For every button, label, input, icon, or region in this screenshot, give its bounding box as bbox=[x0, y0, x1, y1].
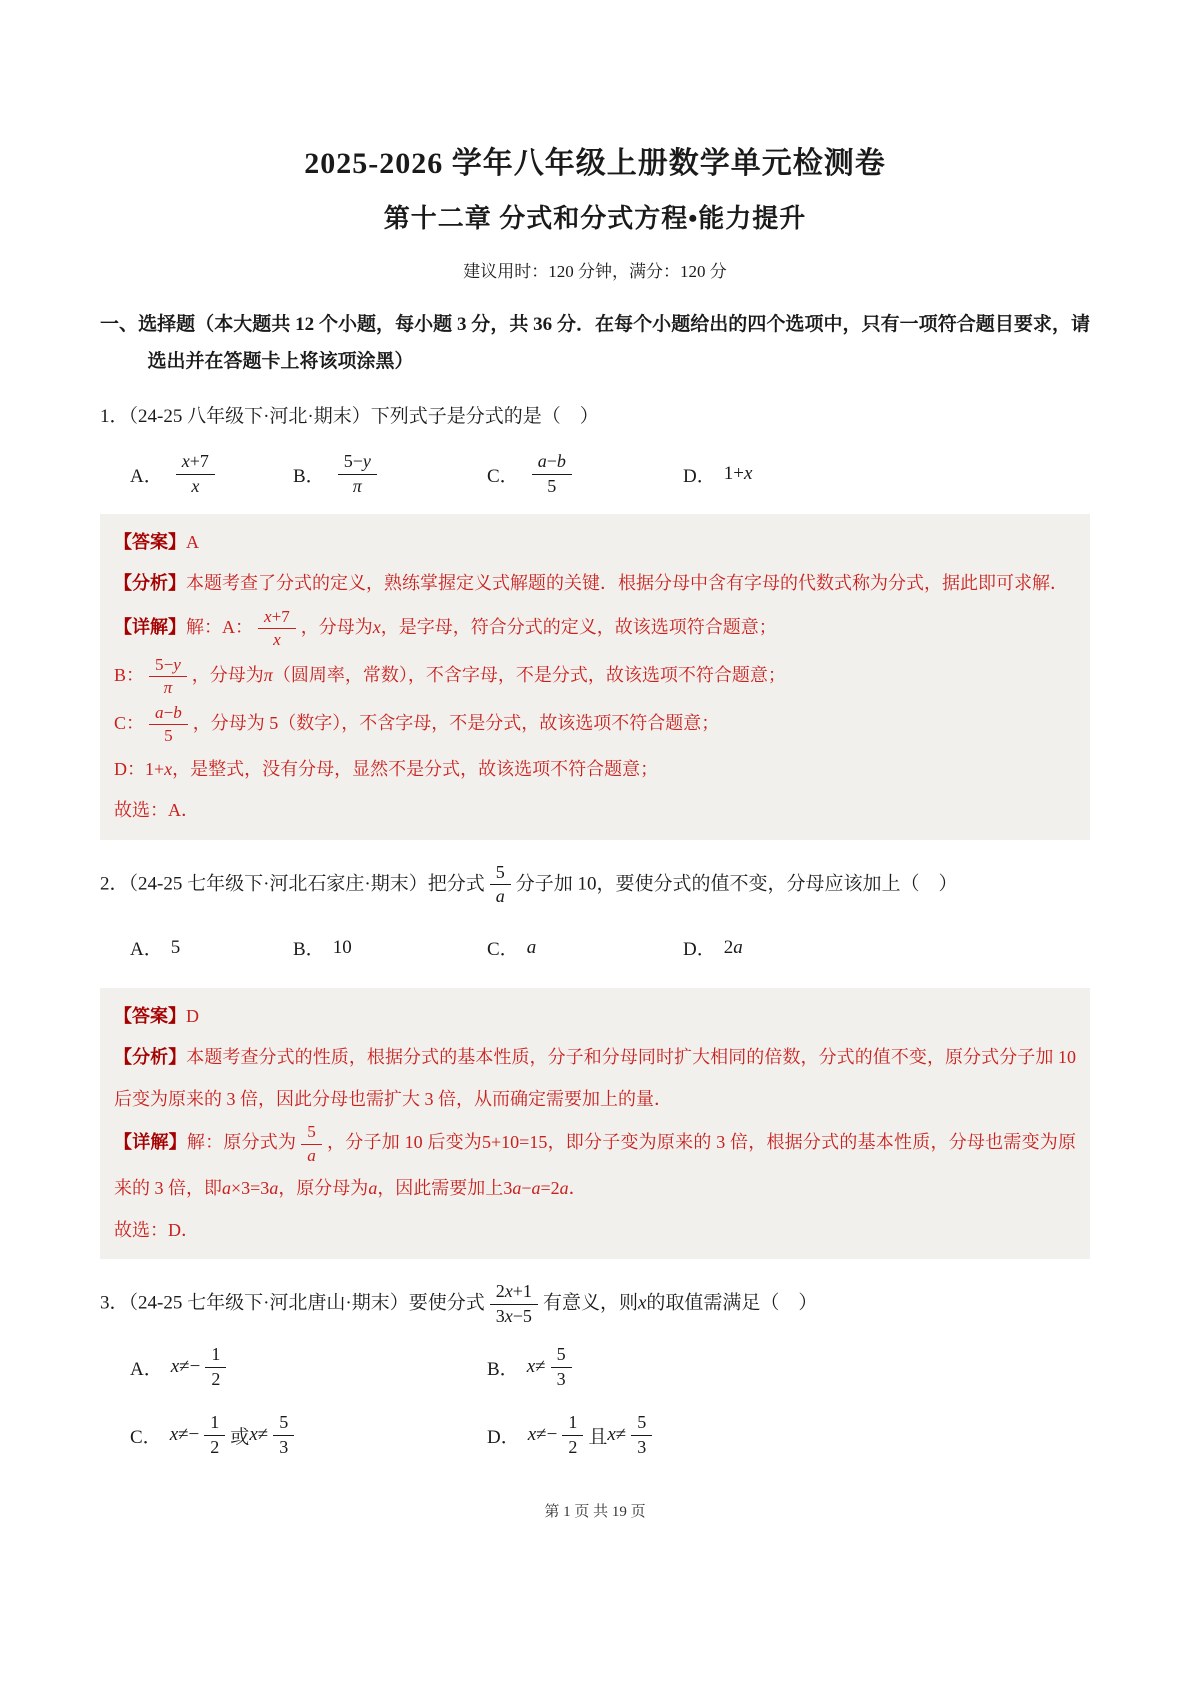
text-run: ． bbox=[568, 1178, 587, 1199]
question-1-option-a bbox=[130, 448, 293, 500]
fraction-denominator: x bbox=[191, 475, 200, 496]
detail-line bbox=[114, 653, 1076, 701]
option-label: C． bbox=[487, 465, 519, 487]
option-value bbox=[527, 1342, 577, 1392]
question-3-option-c bbox=[130, 1409, 487, 1461]
answer-label: 【详解】 bbox=[114, 1132, 187, 1153]
question-3-option-d bbox=[487, 1409, 1090, 1461]
fraction bbox=[149, 703, 188, 747]
doc-subtitle: 第十二章 分式和分式方程•能力提升 bbox=[383, 204, 807, 233]
fraction-numerator: 2x+1 bbox=[490, 1281, 538, 1305]
math-expression: 5 bbox=[170, 936, 181, 958]
fraction-numerator: 5−y bbox=[149, 655, 187, 678]
answer-line bbox=[114, 522, 1076, 563]
text-run: C： bbox=[114, 713, 145, 733]
text-run: 且 bbox=[588, 1426, 608, 1448]
text-run: 有意义，则 bbox=[542, 1292, 638, 1314]
question-1-stem bbox=[100, 398, 1090, 436]
fraction-denominator: 2 bbox=[211, 1368, 221, 1389]
question-1 bbox=[100, 398, 1090, 840]
question-2-options bbox=[130, 922, 1090, 974]
fraction-numerator: a−b bbox=[532, 451, 572, 475]
question-3-stem bbox=[100, 1279, 1090, 1329]
fraction-denominator: 3 bbox=[279, 1436, 289, 1457]
section-one-heading: 一、选择题（本大题共 12 个小题，每小题 3 分，共 36 分．在每个小题给出的四个选项中，只有一项符合题目要求，请选出并在答题卡上将该项涂黑） bbox=[100, 314, 1090, 373]
option-value bbox=[171, 937, 181, 959]
text-run: 解：A： bbox=[186, 617, 253, 637]
fraction bbox=[176, 451, 215, 497]
answer-label: 【答案】 bbox=[114, 532, 186, 553]
math-expression: a×3=3a bbox=[222, 1178, 279, 1199]
option-value bbox=[171, 1342, 232, 1392]
detail-line bbox=[114, 1120, 1076, 1209]
question-3 bbox=[100, 1279, 1090, 1461]
conclusion-line bbox=[114, 1210, 1076, 1251]
answer-line bbox=[114, 996, 1076, 1037]
fraction bbox=[490, 862, 511, 908]
fraction-denominator: 3 bbox=[637, 1436, 647, 1457]
fraction bbox=[490, 1281, 538, 1327]
fraction-denominator: x bbox=[273, 630, 281, 650]
fraction-numerator: 5 bbox=[631, 1412, 652, 1436]
fraction-denominator: 2 bbox=[568, 1436, 578, 1457]
question-1-option-d bbox=[683, 448, 1090, 500]
question-1-options bbox=[130, 448, 1090, 500]
math-expression: 10 bbox=[332, 936, 352, 958]
fraction-numerator: 1 bbox=[205, 1344, 226, 1368]
option-label: C． bbox=[130, 1426, 162, 1448]
conclusion-line bbox=[114, 790, 1076, 831]
option-value bbox=[724, 463, 753, 485]
question-2-stem bbox=[100, 860, 1090, 910]
detail-line bbox=[114, 749, 1076, 790]
analysis-line bbox=[114, 563, 1076, 604]
math-expression: x bbox=[372, 617, 381, 637]
detail-line bbox=[114, 701, 1076, 749]
fraction bbox=[631, 1412, 652, 1458]
fraction bbox=[551, 1344, 572, 1390]
math-expression: 5+10=15 bbox=[482, 1132, 548, 1153]
question-3-option-b bbox=[487, 1341, 1090, 1393]
option-label: D． bbox=[683, 939, 716, 961]
text-run: ，分母为 bbox=[300, 617, 373, 637]
text-run: ，原分母为 bbox=[278, 1178, 369, 1199]
question-2 bbox=[100, 860, 1090, 1259]
math-expression: x≠ bbox=[607, 1424, 627, 1446]
text-run: ，分子加 10 后变为 bbox=[326, 1132, 483, 1153]
text-run: A bbox=[186, 532, 199, 553]
fraction bbox=[149, 655, 187, 699]
answer-label: 【答案】 bbox=[114, 1005, 186, 1026]
option-value bbox=[333, 449, 382, 499]
fraction-numerator: x+7 bbox=[176, 451, 215, 475]
doc-title: 2025-2026 学年八年级上册数学单元检测卷 bbox=[304, 147, 886, 180]
text-run: 故选：D． bbox=[114, 1219, 199, 1240]
option-label: B． bbox=[293, 939, 325, 961]
math-expression: 1+x bbox=[145, 758, 173, 779]
option-label: C． bbox=[487, 939, 519, 961]
fraction bbox=[258, 607, 296, 651]
question-2-option-d bbox=[683, 922, 1090, 974]
text-run: 本题考查分式的性质，根据分式的基本性质，分子和分母同时扩大相同的倍数，分式的值不变，原分式分子加 10 后变为原来的 3 倍，因此分母也需扩大 3 倍，从而确定需要加上的量． bbox=[114, 1047, 1081, 1109]
option-value bbox=[527, 449, 577, 499]
fraction-denominator: π bbox=[352, 475, 362, 496]
option-label: A． bbox=[130, 465, 163, 487]
fraction bbox=[205, 1344, 226, 1390]
math-expression: x≠ bbox=[526, 1356, 546, 1378]
text-run: 2．（24-25 七年级下·河北石家庄·期末）把分式 bbox=[100, 873, 485, 895]
question-2-option-b bbox=[293, 922, 487, 974]
option-label: B． bbox=[487, 1358, 519, 1380]
answer-label: 【分析】 bbox=[114, 1047, 187, 1068]
question-1-option-b bbox=[293, 448, 487, 500]
math-expression: 2a bbox=[723, 936, 743, 958]
fraction-numerator: 1 bbox=[562, 1412, 583, 1436]
page-footer: 第 1 页 共 19 页 bbox=[544, 1504, 646, 1520]
fraction-numerator: 5 bbox=[273, 1412, 294, 1436]
text-run: ，分母为 5（数字），不含字母，不是分式，故该选项不符合题意； bbox=[192, 713, 720, 733]
text-run: ，分母为 bbox=[191, 665, 264, 685]
fraction-numerator: a−b bbox=[149, 703, 188, 726]
fraction bbox=[273, 1412, 294, 1458]
option-value bbox=[171, 449, 220, 499]
text-run: D： bbox=[114, 758, 145, 779]
math-expression: x bbox=[637, 1292, 647, 1314]
text-run: ，是整式，没有分母，显然不是分式，故该选项不符合题意； bbox=[172, 758, 659, 779]
answer-label: 【详解】 bbox=[114, 617, 186, 637]
math-expression: x≠− bbox=[527, 1424, 558, 1446]
fraction-numerator: x+7 bbox=[258, 607, 296, 630]
option-value bbox=[170, 1410, 300, 1460]
fraction-denominator: 5 bbox=[164, 726, 173, 746]
fraction-denominator: 5 bbox=[547, 475, 557, 496]
option-value bbox=[528, 1410, 658, 1460]
fraction bbox=[532, 451, 572, 497]
text-run: ，是字母，符合分式的定义，故该选项符合题意； bbox=[380, 617, 777, 637]
question-3-options bbox=[130, 1341, 1090, 1461]
option-value bbox=[333, 937, 352, 959]
fraction-denominator: a bbox=[307, 1145, 316, 1165]
math-expression: x≠ bbox=[249, 1424, 269, 1446]
fraction-numerator: 5 bbox=[301, 1122, 322, 1145]
text-run: 故选：A． bbox=[114, 800, 199, 821]
detail-line bbox=[114, 605, 1076, 653]
text-run: D bbox=[186, 1005, 199, 1026]
fraction-numerator: 5 bbox=[490, 862, 511, 886]
text-run: 3．（24-25 七年级下·河北唐山·期末）要使分式 bbox=[100, 1292, 485, 1314]
math-expression: 3a−a=2a bbox=[503, 1178, 569, 1199]
fraction bbox=[204, 1412, 225, 1458]
fraction bbox=[338, 451, 377, 497]
question-1-answer-block bbox=[100, 514, 1090, 840]
question-2-answer-block bbox=[100, 988, 1090, 1259]
text-run: 1．（24-25 八年级下·河北·期末）下列式子是分式的是（ ） bbox=[100, 406, 599, 428]
fraction-denominator: 2 bbox=[210, 1436, 220, 1457]
math-expression: a bbox=[526, 936, 537, 958]
fraction-numerator: 5 bbox=[551, 1344, 572, 1368]
doc-meta: 建议用时：120 分钟，满分：120 分 bbox=[463, 262, 727, 281]
math-expression: x≠− bbox=[169, 1424, 200, 1446]
question-2-option-c bbox=[487, 922, 683, 974]
fraction-numerator: 1 bbox=[204, 1412, 225, 1436]
fraction-denominator: π bbox=[163, 678, 173, 698]
text-run: 解：原分式为 bbox=[186, 1132, 297, 1153]
analysis-line bbox=[114, 1037, 1081, 1120]
option-label: D． bbox=[683, 465, 716, 487]
math-expression: a bbox=[368, 1178, 378, 1199]
text-run: B： bbox=[114, 665, 145, 685]
text-run: 的取值需满足（ ） bbox=[646, 1292, 818, 1314]
text-run: 或 bbox=[230, 1426, 250, 1448]
question-2-option-a bbox=[130, 922, 293, 974]
option-value bbox=[527, 937, 537, 959]
answer-label: 【分析】 bbox=[114, 573, 186, 594]
question-1-option-c bbox=[487, 448, 683, 500]
text-run: ，因此需要加上 bbox=[377, 1178, 504, 1199]
math-expression: π bbox=[263, 665, 273, 685]
question-3-option-a bbox=[130, 1341, 487, 1393]
fraction-denominator: 3x−5 bbox=[495, 1305, 532, 1326]
fraction bbox=[301, 1122, 322, 1166]
text-run: 分子加 10，要使分式的值不变，分母应该加上（ ） bbox=[515, 873, 958, 895]
fraction-numerator: 5−y bbox=[338, 451, 377, 475]
math-expression: x≠− bbox=[170, 1356, 201, 1378]
option-value bbox=[724, 937, 743, 959]
option-label: B． bbox=[293, 465, 325, 487]
option-label: D． bbox=[487, 1426, 520, 1448]
fraction-denominator: 3 bbox=[556, 1368, 566, 1389]
fraction bbox=[562, 1412, 583, 1458]
option-label: A． bbox=[130, 939, 163, 961]
fraction-denominator: a bbox=[495, 886, 505, 907]
text-run: 本题考查了分式的定义，熟练掌握定义式解题的关键．根据分母中含有字母的代数式称为分式，据此即可求解． bbox=[186, 573, 1068, 594]
option-label: A． bbox=[130, 1358, 163, 1380]
text-run: （圆周率，常数），不含字母，不是分式，故该选项不符合题意； bbox=[272, 665, 786, 685]
text-run: ，即分子变为原来的 3 倍，根据分式的基本性质，分母也需变为原来的 3 倍，即 bbox=[114, 1132, 1077, 1199]
math-expression: 1+x bbox=[723, 463, 753, 485]
